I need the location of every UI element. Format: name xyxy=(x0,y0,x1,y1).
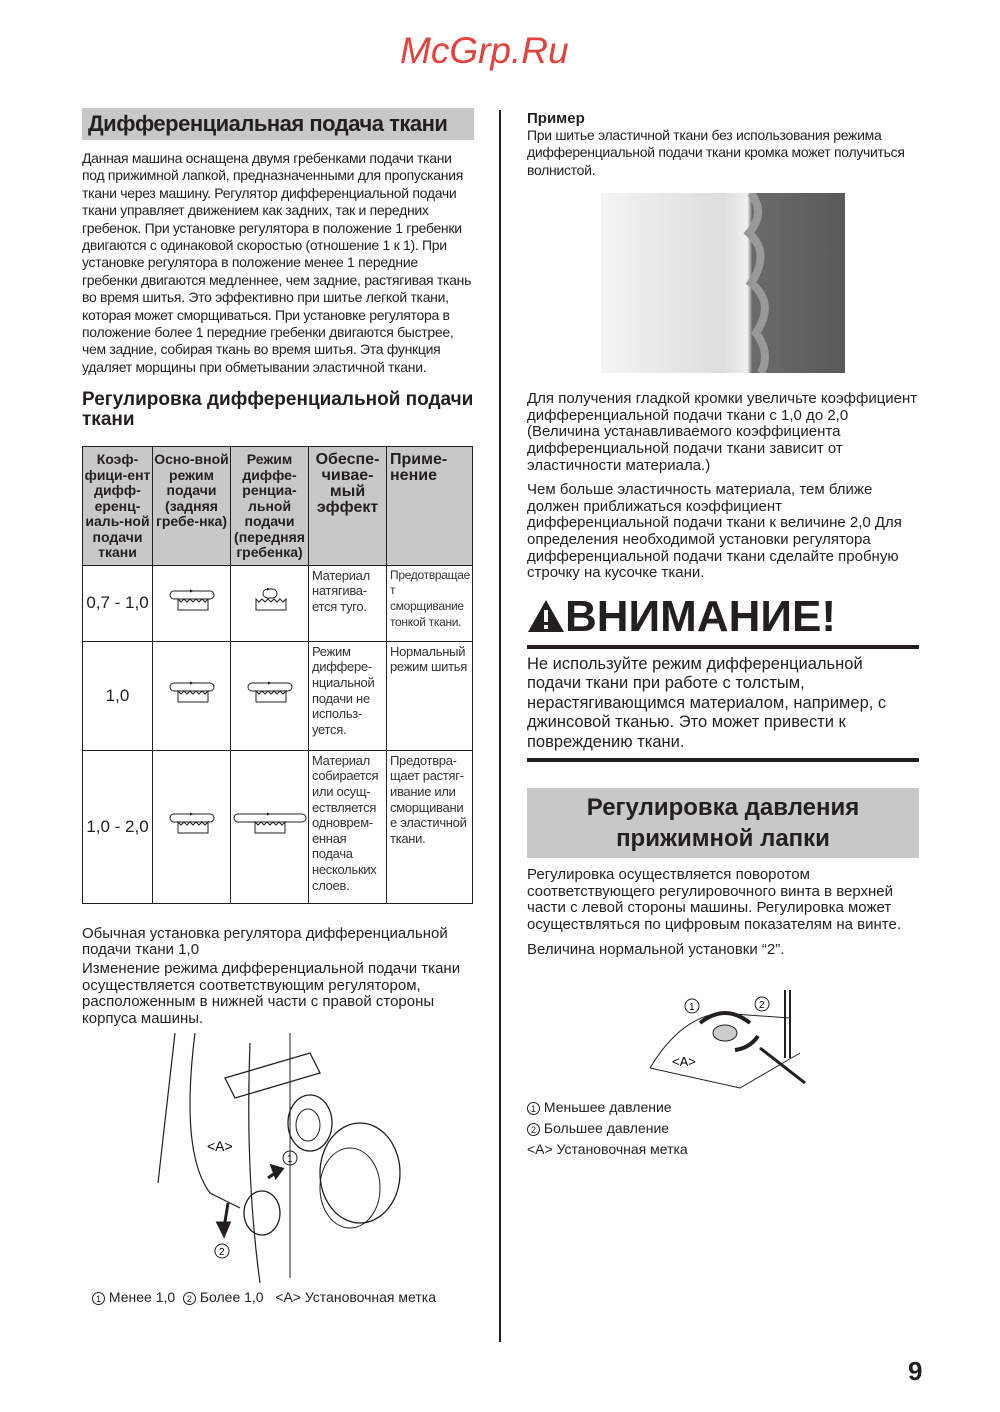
warning-triangle-icon xyxy=(527,599,565,633)
warning-heading: ВНИМАНИЕ! xyxy=(527,592,919,642)
normal-value-text: Величина нормальной установки “2”. xyxy=(527,940,785,958)
warning-rule-bottom xyxy=(527,758,919,762)
legend-item: <A> Установочная метка xyxy=(527,1141,688,1158)
normal-setting-text: Обычная установка регулятора дифференциальной подачи ткани 1,0 xyxy=(82,924,448,959)
header-effect: Обеспе-чивае-мый эффект xyxy=(309,447,387,566)
effect-cell: Режим диффере-нциальной подачи не использ-уется. xyxy=(309,641,387,750)
feed-dog-long-icon xyxy=(231,750,309,903)
callout-1: 1 xyxy=(287,1154,293,1166)
feed-dog-icon xyxy=(153,565,231,641)
header-use: Приме-нение xyxy=(387,447,473,566)
table-header-row xyxy=(83,447,473,566)
callout-1: 1 xyxy=(689,1002,695,1014)
ratio-cell: 1,0 xyxy=(83,641,153,750)
intro-paragraph: Данная машина оснащена двумя гребенками подачи ткани под прижимной лапкой, предназначенными для пропускания ткани через машину. Регулятор дифференциальной подачи ткани управляет движением как задних, так и передних гребенок. При установке регулятора в положение 1 гребенки двигаются с одинаковой скоростью (отношение 1 к 1). При установке регулятора в положение менее 1 передние гребенки двигаются медленнее, чем задние, растягивая ткань во время шитья. Это эффективно при шитье легкой ткани, которая может сморщиваться. При установке регулятора в положение более 1 передние гребенки двигаются быстрее, чем задние, собирая ткань во время шитья. Эта функция удаляет морщины при обметывании эластичной ткани. xyxy=(82,150,472,375)
feed-dog-icon xyxy=(231,641,309,750)
feed-dog-icon xyxy=(153,750,231,903)
legend-item: 1 Меньшее давление xyxy=(527,1097,919,1118)
table-row xyxy=(83,565,473,641)
watermark: McGrp.Ru xyxy=(400,30,569,71)
figure-caption: 1 Менее 1,0 2 Более 1,0 <A> Установочная метка xyxy=(92,1289,474,1305)
differential-dial-illustration xyxy=(150,1033,480,1283)
ratio-cell: 0,7 - 1,0 xyxy=(83,565,153,641)
effect-cell: Материал собирается или осущ-ествляется одноврем-енная подача нескольких слоев. xyxy=(309,750,387,903)
callout-2: 2 xyxy=(759,1000,765,1012)
callout-2: 2 xyxy=(219,1247,225,1259)
wavy-edge-photo xyxy=(601,193,845,373)
setting-mark-label: <A> xyxy=(207,1138,233,1155)
subheading: Регулировка дифференциальной подачи ткани xyxy=(82,389,474,431)
example-text: При шитье эластичной ткани без использования режима дифференциальной подачи ткани кромка может получиться волнистой. xyxy=(527,127,905,178)
smooth-edge-text: Для получения гладкой кромки увеличьте коэффициент дифференциальной подачи ткани с 1,0 до 2,0 (Величина устанавливаемого коэффициента дифференциальной подачи ткани зависит от эластичности материала.) xyxy=(527,390,918,474)
header-main-feed: Осно-вной режим подачи (задняя гребе-нка) xyxy=(153,447,231,566)
feed-dog-short-icon xyxy=(231,565,309,641)
warning-rule-top xyxy=(527,645,919,649)
setting-mark-label: <A> xyxy=(672,1054,696,1070)
pressure-screw-illustration xyxy=(640,988,815,1093)
right-column xyxy=(527,110,919,1160)
use-cell: Предотвра-щает растяг-ивание или сморщивание эластичной ткани. xyxy=(387,750,473,903)
use-cell: Нормальный режим шитья xyxy=(387,641,473,750)
feed-dog-icon xyxy=(153,641,231,750)
pressure-legend xyxy=(527,1097,919,1160)
pressure-text: Регулировка осуществляется поворотом соответствующего регулировочного винта в верхней части с левой стороны машины. Регулировка может осуществляться по цифровым показателям на винте. xyxy=(527,866,902,934)
left-column xyxy=(82,108,474,1305)
header-ratio: Коэф-фици-ент дифф-еренц-иаль-ной подачи ткани xyxy=(83,447,153,566)
example-title: Пример xyxy=(527,110,585,127)
table-row xyxy=(83,641,473,750)
header-diff-feed: Режим диффе-ренциа-льной подачи (передняя гребенка) xyxy=(231,447,309,566)
legend-item: 2 Большее давление xyxy=(527,1118,919,1139)
column-divider xyxy=(499,110,501,1342)
ratio-cell: 1,0 - 2,0 xyxy=(83,750,153,903)
section-title: Дифференциальная подача ткани xyxy=(82,108,474,140)
elasticity-text: Чем больше эластичность материала, тем ближе должен приближаться коэффициент дифференциальной подачи ткани к величине 2,0 Для определения необходимой установки регулятора дифференциальной подачи ткани сделайте пробную строчку на кусочке ткани. xyxy=(527,481,902,582)
differential-feed-table xyxy=(82,446,473,904)
table-row xyxy=(83,750,473,903)
pressure-section-title: Регулировка давления прижимной лапки xyxy=(527,788,919,858)
effect-cell: Материал натягива-ется туго. xyxy=(309,565,387,641)
use-cell: Предотвращает сморщивание тонкой ткани. xyxy=(387,565,473,641)
change-mode-text: Изменение режима дифференциальной подачи ткани осуществляется соответствующим регулятором, расположенным в нижней части с правой стороны корпуса машины. xyxy=(82,959,461,1027)
page-number: 9 xyxy=(908,1356,923,1386)
warning-text: Не используйте режим дифференциальной подачи ткани при работе с толстым, нерастягивающимся материалом, например, с джинсовой тканью. Это может привести к повреждению ткани. xyxy=(527,654,887,751)
